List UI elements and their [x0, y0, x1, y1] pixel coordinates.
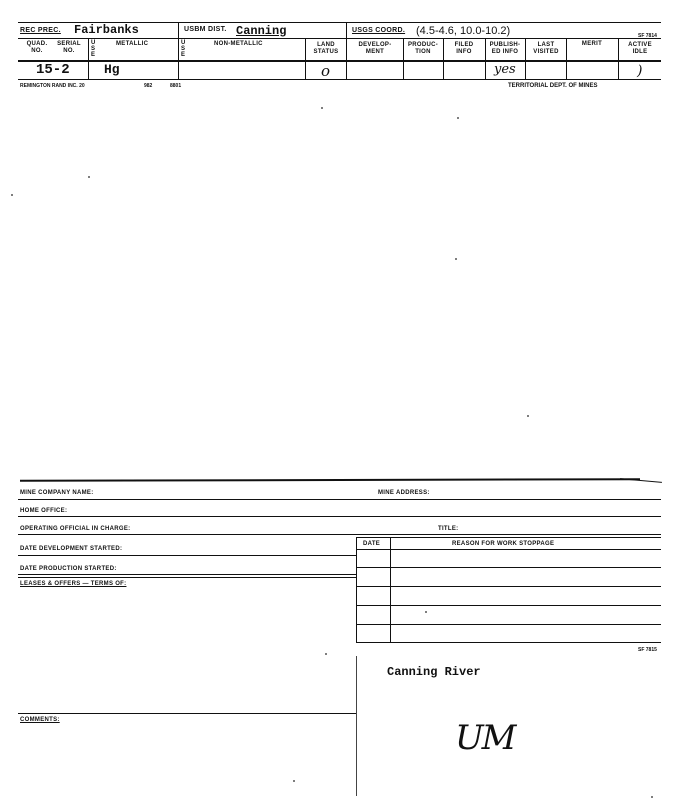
scan-speck: [455, 258, 457, 260]
department-name: TERRITORIAL DEPT. OF MINES: [508, 83, 598, 89]
mine-company-name-label: MINE COMPANY NAME:: [20, 490, 94, 496]
col-divider: [178, 22, 179, 79]
stoppage-row-line: [356, 586, 661, 587]
scan-speck: [11, 194, 13, 196]
data-row-bottom: [18, 79, 661, 80]
published-info-label: PUBLISH- ED INFO: [489, 42, 521, 55]
serial-no-label: SERIAL NO.: [57, 41, 81, 54]
development-label: DEVELOP- MENT: [358, 42, 392, 55]
quad-no-label: QUAD. NO.: [26, 41, 48, 54]
col-divider: [525, 39, 526, 79]
merit-label: MERIT: [581, 41, 603, 47]
filed-info-label: FILED INFO: [454, 42, 474, 55]
stoppage-left-border: [356, 537, 357, 642]
printer-credit: REMINGTON RAND INC. 20: [20, 83, 85, 89]
notes-divider: [356, 656, 357, 796]
active-idle-label: ACTIVE IDLE: [628, 42, 652, 55]
scan-speck: [321, 107, 323, 109]
comments-line: [18, 713, 356, 714]
scan-speck: [527, 415, 529, 417]
last-visited-label: LAST VISITED: [533, 42, 559, 55]
printer-number-2: 8801: [170, 83, 182, 89]
col-divider: [443, 39, 444, 79]
scan-speck: [457, 117, 459, 119]
header-row-divider: [18, 38, 661, 39]
mine-address-label: MINE ADDRESS:: [378, 490, 430, 496]
location-note: Canning River: [387, 665, 481, 679]
date-column-label: DATE: [363, 541, 381, 547]
scan-speck: [293, 780, 295, 782]
non-metallic-label: NON-METALLIC: [214, 41, 263, 47]
land-status-value: o: [321, 62, 331, 80]
home-office-label: HOME OFFICE:: [20, 508, 68, 514]
comments-label: COMMENTS:: [20, 717, 60, 723]
operating-official-line: [18, 534, 661, 535]
form-number-top: SF 7814: [638, 33, 657, 39]
date-development-started-label: DATE DEVELOPMENT STARTED:: [20, 546, 123, 552]
bottom-card-top-edge-right: [620, 478, 662, 483]
quad-value: 15-2: [36, 62, 70, 78]
col-divider: [485, 39, 486, 79]
active-idle-mark: ): [637, 63, 643, 79]
stoppage-header-top: [356, 537, 661, 538]
leases-offers-label: LEASES & OFFERS — TERMS OF:: [20, 581, 127, 587]
use-letters-metallic: U S E: [91, 40, 96, 58]
usbm-dist-label: USBM DIST.: [184, 26, 227, 33]
metallic-value: Hg: [104, 62, 120, 77]
date-development-line: [18, 555, 356, 556]
metallic-label: METALLIC: [116, 41, 149, 47]
scan-speck: [425, 611, 427, 613]
printer-number-1: 982: [144, 83, 153, 89]
date-production-started-label: DATE PRODUCTION STARTED:: [20, 566, 117, 572]
production-label: PRODUC- TION: [407, 42, 439, 55]
col-divider: [305, 39, 306, 79]
rec-prec-value: Fairbanks: [74, 23, 139, 37]
reason-column-label: REASON FOR WORK STOPPAGE: [452, 541, 555, 547]
stoppage-row-line: [356, 567, 661, 568]
col-divider: [618, 39, 619, 79]
land-status-label: LAND STATUS: [313, 42, 339, 55]
date-production-line: [18, 574, 356, 575]
stoppage-row-line: [356, 605, 661, 606]
usgs-coord-value: (4.5-4.6, 10.0-10.2): [416, 25, 511, 37]
handwritten-initials: UM: [455, 718, 515, 758]
usbm-dist-value: Canning: [236, 24, 287, 38]
bottom-card-top-edge: [20, 478, 640, 482]
col-divider: [566, 39, 567, 79]
mine-company-line: [18, 499, 661, 500]
scan-speck: [325, 653, 327, 655]
published-info-value: yes: [494, 62, 516, 77]
col-divider: [88, 39, 89, 79]
stoppage-date-divider: [390, 537, 391, 642]
col-divider: [403, 39, 404, 79]
operating-official-label: OPERATING OFFICIAL IN CHARGE:: [20, 526, 131, 532]
col-divider: [346, 22, 347, 79]
form-number-bottom: SF 7815: [638, 647, 657, 653]
stoppage-row-line: [356, 624, 661, 625]
scan-speck: [88, 176, 90, 178]
title-label: TITLE:: [438, 526, 459, 532]
use-letters-nonmetallic: U S E: [181, 40, 186, 58]
stoppage-header-bottom: [356, 549, 661, 550]
date-production-line-2: [18, 577, 356, 578]
usgs-coord-label: USGS COORD.: [352, 27, 406, 34]
scan-speck: [651, 796, 653, 798]
home-office-line: [18, 516, 661, 517]
stoppage-row-line: [356, 642, 661, 643]
rec-prec-label: REC PREC.: [20, 27, 61, 34]
